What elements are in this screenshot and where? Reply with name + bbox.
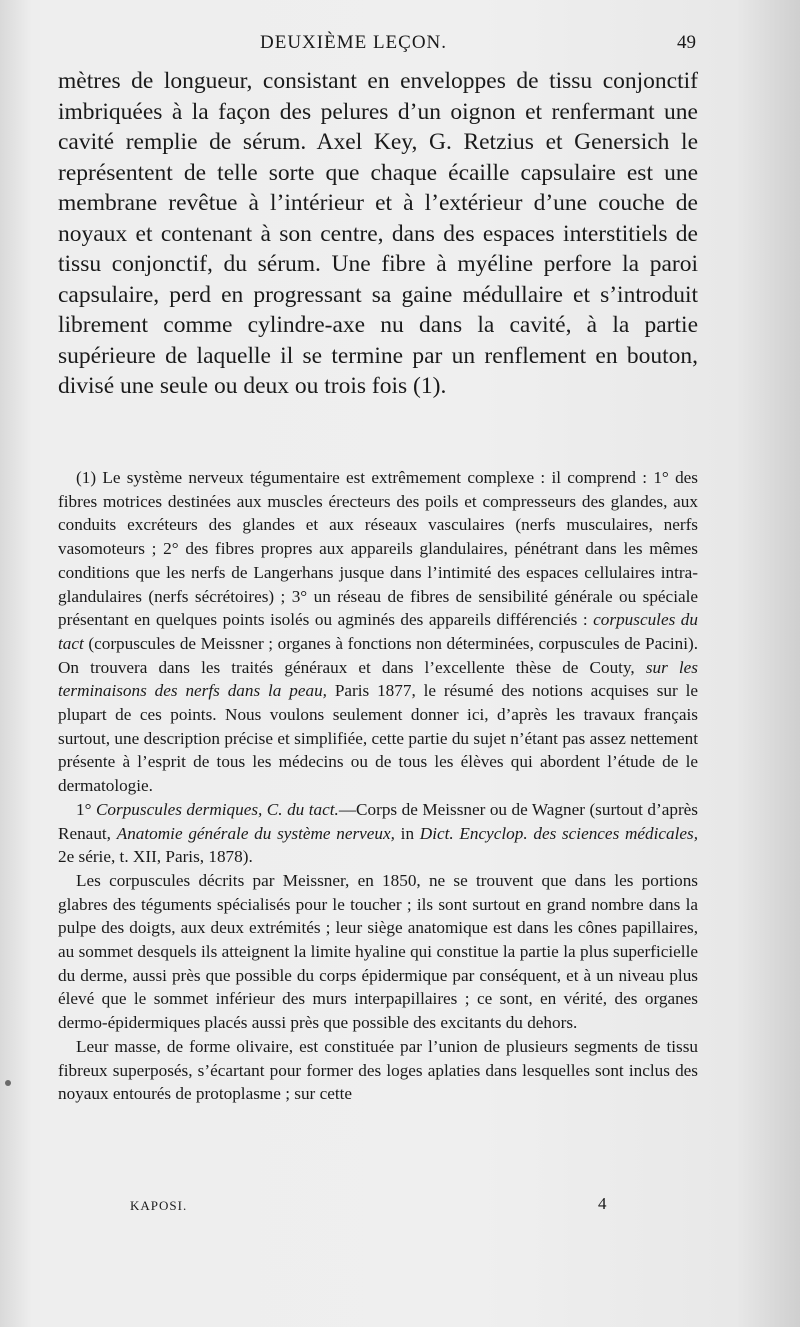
page-header [0,32,800,62]
footnote-1-italic-b: corpuscules du tact [58,610,698,653]
author-signature: KAPOSI. [130,1198,188,1213]
running-head: DEUXIÈME LEÇON. [260,32,448,53]
ink-speck [5,1080,11,1086]
footnote-2-text-g: 2e série, t. XII, Paris, 1878). [58,847,253,867]
footnote-block [58,466,698,1106]
footnote-2-italic-b: Corpuscules dermiques, C. du tact. [95,799,339,819]
footnote-2-text-a: 1° [76,799,96,819]
footnote-1-text-a: (1) Le système nerveux tégumentaire est extrêmement complexe : il comprend : 1° des fibres motrices destinées aux muscles érecteurs des poils et compresseurs des glandes, aux conduits excréteurs des glandes et aux réseaux vasculaires (nerfs musculaires, nerfs vasomoteurs ; 2° des fibres propres aux appareils glandulaires, pénétrant dans les mêmes conditions que les nerfs de Langerhans jusque dans l’intimité des espaces cellulaires intra-glandulaires (nerfs sécrétoires) ; 3° un réseau de fibres de sensibilité générale ou spéciale présentant en quelques points isolés ou agminés des appareils différenciés : [58,468,698,630]
footnote-paragraph-1 [58,466,698,798]
footnote-1-italic-d: sur les terminaisons des nerfs dans la peau, [58,657,698,701]
footnote-2-italic-f: Dict. Encyclop. des sciences médicales, [419,823,698,843]
body-paragraph: mètres de longueur, consistant en enveloppes de tissu conjonctif imbriquées à la façon des pelures d’un oignon et renfermant une cavité remplie de sérum. Axel Key, G. Retzius et Genersich le représentent de telle sorte que chaque écaille capsulaire est une membrane revêtue à l’intérieur et à l’extérieur d’une couche de noyaux et contenant à son centre, dans des espaces interstitiels de tissu conjonctif, du sérum. Une fibre à myéline perfore la paroi capsulaire, perd en progressant sa gaine médullaire et s’introduit librement comme cylindre-axe nu dans la cavité, à la partie supérieure de laquelle il se termine par un renflement en bouton, divisé une seule ou deux ou trois fois (1). [58,68,698,399]
footnote-2-italic-d: Anatomie générale du système nerveux, [116,823,395,843]
sheet-signature: 4 [598,1194,607,1213]
footnote-paragraph-3: Les corpuscules décrits par Meissner, en 1850, ne se trouvent que dans les portions glabres des téguments spécialisés pour le toucher ; ils sont surtout en grand nombre dans la pulpe des doigts, aux deux extrémités ; leur siège anatomique est dans les cônes papillaires, au sommet desquels ils atteignent la limite hyaline qui constitue la partie la plus superficielle du derme, aussi près que possible du corps épidermique par conséquent, et à un niveau plus élevé que le sommet inférieur des murs interpapillaires ; ce sont, en vérité, des organes dermo-épidermiques placés aussi près que possible des excitants du dehors. [58,870,698,1033]
main-text [58,66,698,402]
page-number: 49 [677,32,696,53]
page-footer [0,1194,800,1222]
footnote-paragraph-2 [58,798,698,869]
footnote-2-text-e: in [394,823,420,843]
footnote-1-text-c: (corpuscules de Meissner ; organes à fonctions non déterminées, corpuscules de Pacini). On trouvera dans les traités généraux et dans l’excellente thèse de Couty, [58,633,698,677]
footnote-2-text-c: —Corps de Meissner ou de Wagner (surtout d’après Renaut, [58,799,698,843]
footnote-paragraph-4: Leur masse, de forme olivaire, est constituée par l’union de plusieurs segments de tissu fibreux superposés, s’écartant pour former des loges aplaties dans lesquelles sont inclus des noyaux entourés de protoplasme ; sur cette [58,1036,698,1104]
footnote-1-text-e: Paris 1877, le résumé des notions acquises sur le plupart de ces points. Nous voulons seulement donner ici, d’après les travaux français surtout, une description précise et simplifiée, cette partie du sujet n’étant pas assez nettement présente à l’esprit de tous les médecins ou de tous les élèves qui abordent l’étude de le dermatologie. [58,681,698,796]
